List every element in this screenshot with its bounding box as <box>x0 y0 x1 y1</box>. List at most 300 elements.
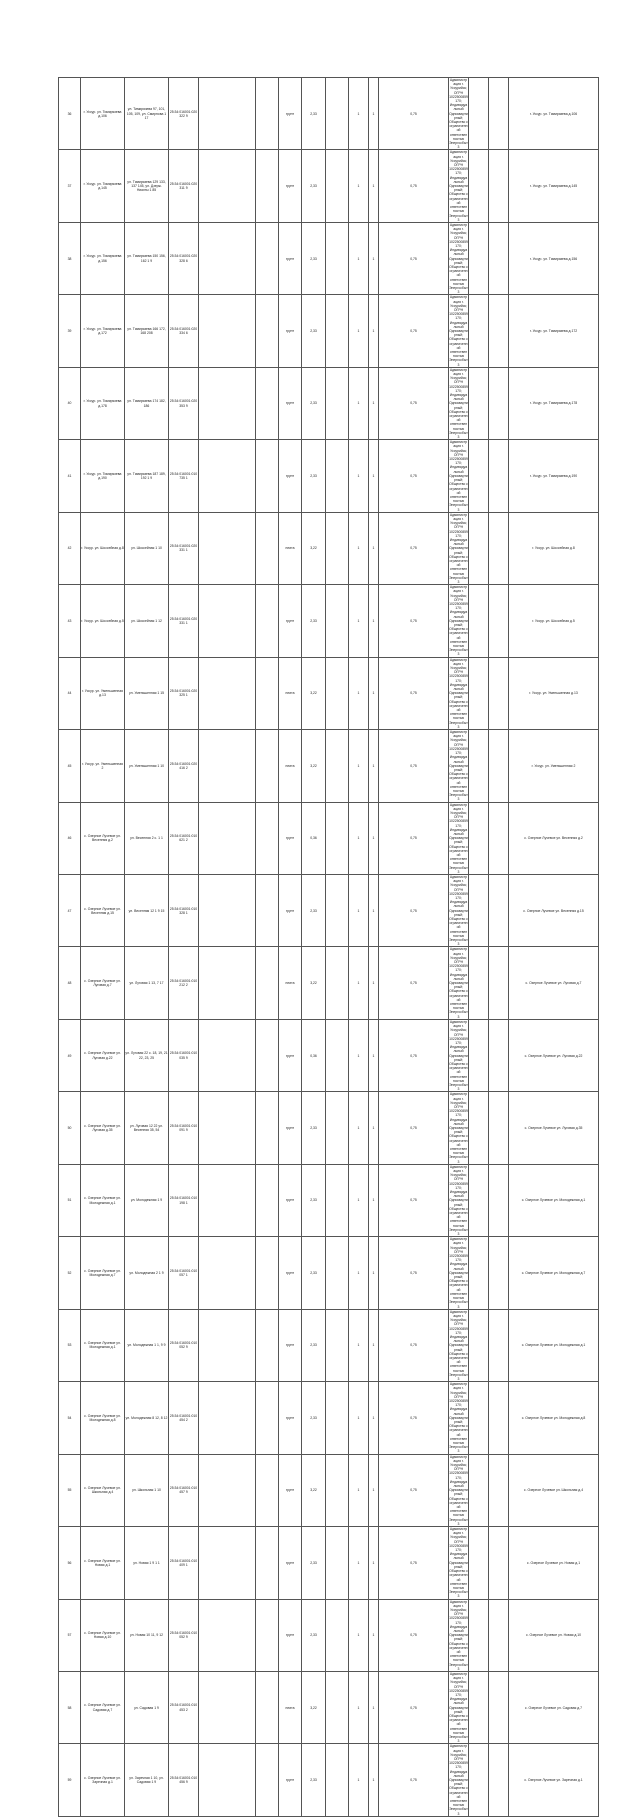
empty-cell <box>199 1237 256 1309</box>
registry-number-cell: 25:34:016001:020331 1 <box>169 512 199 584</box>
address-cell: с. Озерное Лучевое ул. Молодежная д.8 <box>81 1382 125 1454</box>
count-cell: 1 <box>369 1599 379 1671</box>
empty-cell <box>469 657 489 729</box>
empty-cell <box>489 78 509 150</box>
empty-cell <box>469 295 489 367</box>
empty-cell <box>489 1744 509 1816</box>
empty-cell <box>256 78 279 150</box>
empty-cell <box>469 1237 489 1309</box>
source-address-cell: г. Уссур. ул. Уменьшенная д.13 <box>509 657 599 729</box>
placement-cell: ул. Луговая 12 22 ул. Весенняя 35, 54 <box>125 1092 169 1164</box>
row-number-cell: 42 <box>59 512 81 584</box>
address-cell: с. Озерное Лучевое ул. Молодежная д.7 <box>81 1237 125 1309</box>
surface-type-cell: грунт <box>279 874 302 946</box>
area-cell: 3,22 <box>302 657 326 729</box>
registry-number-cell: 25:34:016001:010453 2 <box>169 1671 199 1743</box>
table-row <box>59 1164 599 1236</box>
empty-cell <box>469 1019 489 1091</box>
empty-cell <box>256 1164 279 1236</box>
empty-cell <box>489 657 509 729</box>
address-cell: с. Озерное Лучевое ул. Школьная д.4 <box>81 1454 125 1526</box>
owner-description-cell: Администрация г. Уссурийск; ОГРН 1022500859170; Индивидуальный Одноквартирный; Общество с ограниченной ответственностью Энергосбыт 3 <box>449 1744 468 1816</box>
address-cell: с. Озерное Лучевое ул. Молодежная д.1 <box>81 1309 125 1381</box>
row-number-cell: 58 <box>59 1671 81 1743</box>
volume-cell: 0,75 <box>379 1744 449 1816</box>
surface-type-cell: грунт <box>279 1599 302 1671</box>
placement-cell: ул. Заречная 1 10, ул. Садовая 1 9 <box>125 1744 169 1816</box>
registry-number-cell: 25:34:016001:010057 1 <box>169 1237 199 1309</box>
empty-cell <box>489 1671 509 1743</box>
registry-number-cell: 25:34:016001:010457 9 <box>169 1454 199 1526</box>
placement-cell: ул. Весенняя 2 с. 1 1 <box>125 802 169 874</box>
surface-type-cell: грунт <box>279 1092 302 1164</box>
volume-cell: 0,75 <box>379 440 449 512</box>
empty-cell <box>489 1527 509 1599</box>
source-address-cell: г. Уссур. ул. Тимирязева д.190 <box>509 440 599 512</box>
source-address-cell: с. Озерное Лучевое ул. Весенняя д.2 <box>509 802 599 874</box>
row-number-cell: 54 <box>59 1382 81 1454</box>
empty-cell <box>469 78 489 150</box>
volume-cell: 0,75 <box>379 802 449 874</box>
address-cell: с. Озерное Лучевое ул. Луговая д.35 <box>81 1092 125 1164</box>
area-cell: 3,22 <box>302 1454 326 1526</box>
volume-cell: 0,75 <box>379 730 449 802</box>
area-cell: 2,33 <box>302 1527 326 1599</box>
registry-number-cell: 25:34:016001:020331 1 <box>169 585 199 657</box>
surface-type-cell: грунт <box>279 585 302 657</box>
area-cell: 2,33 <box>302 1164 326 1236</box>
count-cell: 1 <box>349 947 369 1019</box>
row-number-cell: 39 <box>59 295 81 367</box>
empty-cell <box>489 1019 509 1091</box>
empty-cell <box>469 1744 489 1816</box>
owner-description-cell: Администрация г. Уссурийск; ОГРН 1022500859170; Индивидуальный Одноквартирный; Общество с ограниченной ответственностью Энергосбыт 3 <box>449 1092 468 1164</box>
empty-cell <box>326 1382 349 1454</box>
empty-cell <box>256 1744 279 1816</box>
row-number-cell: 55 <box>59 1454 81 1526</box>
empty-cell <box>326 730 349 802</box>
placement-cell: ул. Уменьшенная 1 15 <box>125 657 169 729</box>
source-address-cell: г. Уссур. ул. Тимирязева д.172 <box>509 295 599 367</box>
table-row <box>59 1744 599 1816</box>
empty-cell <box>489 1309 509 1381</box>
source-address-cell: с. Озерное Лучевое ул. Молодежная д.7 <box>509 1237 599 1309</box>
address-cell: с. Озерное Лучевое ул. Молодежная д.1 <box>81 1164 125 1236</box>
row-number-cell: 44 <box>59 657 81 729</box>
empty-cell <box>199 1019 256 1091</box>
placement-cell: ул. Молодежная 8 12, 8 12 <box>125 1382 169 1454</box>
empty-cell <box>469 1599 489 1671</box>
row-number-cell: 36 <box>59 78 81 150</box>
empty-cell <box>326 1237 349 1309</box>
empty-cell <box>199 78 256 150</box>
surface-type-cell: плита <box>279 1671 302 1743</box>
empty-cell <box>469 947 489 1019</box>
address-cell: г. Уссур. ул. Шоссейная д.5 <box>81 585 125 657</box>
row-number-cell: 49 <box>59 1019 81 1091</box>
volume-cell: 0,75 <box>379 78 449 150</box>
empty-cell <box>256 802 279 874</box>
volume-cell: 0,75 <box>379 1164 449 1236</box>
address-cell: г. Уссур. ул. Тимирязева д.172 <box>81 295 125 367</box>
area-cell: 2,33 <box>302 1599 326 1671</box>
volume-cell: 0,75 <box>379 947 449 1019</box>
address-cell: г. Уссур. ул. Тимирязева д.190 <box>81 440 125 512</box>
empty-cell <box>256 947 279 1019</box>
owner-description-cell: Администрация г. Уссурийск; ОГРН 1022500859170; Индивидуальный Одноквартирный; Общество с ограниченной ответственностью Энергосбыт 3 <box>449 1454 468 1526</box>
owner-description-cell: Администрация г. Уссурийск; ОГРН 1022500859170; Индивидуальный Одноквартирный; Общество с ограниченной ответственностью Энергосбыт 3 <box>449 1164 468 1237</box>
empty-cell <box>489 1237 509 1309</box>
empty-cell <box>326 1454 349 1526</box>
volume-cell: 0,75 <box>379 222 449 294</box>
volume-cell: 0,75 <box>379 512 449 584</box>
placement-cell: ул. Шоссейная 1 12 <box>125 585 169 657</box>
surface-type-cell: грунт <box>279 440 302 512</box>
empty-cell <box>256 1092 279 1164</box>
count-cell: 1 <box>349 1237 369 1309</box>
empty-cell <box>256 150 279 222</box>
placement-cell: ул. Уменьшенная 1 10 <box>125 730 169 802</box>
area-cell: 3,22 <box>302 512 326 584</box>
empty-cell <box>199 1527 256 1599</box>
source-address-cell: с. Озерное Лучевое ул. Молодежная д.1 <box>509 1164 599 1236</box>
surface-type-cell: плита <box>279 730 302 802</box>
volume-cell: 0,75 <box>379 1454 449 1526</box>
count-cell: 1 <box>369 150 379 222</box>
empty-cell <box>326 1671 349 1743</box>
source-address-cell: с. Озерное Лучевое ул. Весенняя д.15 <box>509 874 599 946</box>
source-address-cell: г. Уссур. ул. Шоссейная д.8 <box>509 512 599 584</box>
area-cell: 0,36 <box>302 1019 326 1091</box>
empty-cell <box>256 295 279 367</box>
surface-type-cell: грунт <box>279 802 302 874</box>
volume-cell: 0,75 <box>379 295 449 367</box>
placement-cell: ул. Молодежная 1 1, 9 9 <box>125 1309 169 1381</box>
count-cell: 1 <box>369 440 379 512</box>
empty-cell <box>489 512 509 584</box>
table-row <box>59 295 599 367</box>
table-row <box>59 367 599 439</box>
area-cell: 2,33 <box>302 585 326 657</box>
empty-cell <box>256 222 279 294</box>
empty-cell <box>326 802 349 874</box>
row-number-cell: 59 <box>59 1744 81 1816</box>
empty-cell <box>326 78 349 150</box>
empty-cell <box>199 1382 256 1454</box>
empty-cell <box>199 1599 256 1671</box>
empty-cell <box>469 440 489 512</box>
row-number-cell: 45 <box>59 730 81 802</box>
count-cell: 1 <box>349 150 369 222</box>
count-cell: 1 <box>349 1671 369 1743</box>
volume-cell: 0,75 <box>379 1092 449 1164</box>
empty-cell <box>469 367 489 439</box>
address-cell: г. Уссур. ул. Тимирязева д.145 <box>81 150 125 222</box>
count-cell: 1 <box>349 1744 369 1816</box>
area-cell: 2,33 <box>302 1744 326 1816</box>
registry-number-cell: 25:34:016001:010198 1 <box>169 1164 199 1236</box>
surface-type-cell: грунт <box>279 1309 302 1381</box>
count-cell: 1 <box>349 657 369 729</box>
address-cell: с. Озерное Лучевое ул. Садовая д.7 <box>81 1671 125 1743</box>
area-cell: 3,22 <box>302 730 326 802</box>
placement-cell: ул. Весенняя 12 1 9 15 <box>125 874 169 946</box>
surface-type-cell: плита <box>279 657 302 729</box>
source-address-cell: г. Уссур. ул. Уменьшенная 2 <box>509 730 599 802</box>
count-cell: 1 <box>349 1164 369 1236</box>
count-cell: 1 <box>349 440 369 512</box>
table-row <box>59 657 599 729</box>
surface-type-cell: грунт <box>279 367 302 439</box>
count-cell: 1 <box>349 585 369 657</box>
table-row <box>59 150 599 222</box>
table-row <box>59 1382 599 1454</box>
source-address-cell: с. Озерное Лучевое ул. Луговая д.22 <box>509 1019 599 1091</box>
count-cell: 1 <box>349 802 369 874</box>
source-address-cell: с. Озерное Лучевое ул. Заречная д.1 <box>509 1744 599 1816</box>
empty-cell <box>256 440 279 512</box>
empty-cell <box>469 874 489 946</box>
source-address-cell: с. Озерное Лучевое ул. Луговая д.7 <box>509 947 599 1019</box>
owner-description-cell: Администрация г. Уссурийск; ОГРН 1022500859170; Индивидуальный Одноквартирный; Общество с ограниченной ответственностью Энергосбыт 3 <box>449 150 468 222</box>
row-number-cell: 47 <box>59 874 81 946</box>
empty-cell <box>489 1092 509 1164</box>
empty-cell <box>326 1309 349 1381</box>
volume-cell: 0,75 <box>379 150 449 222</box>
empty-cell <box>199 1671 256 1743</box>
count-cell: 1 <box>369 1744 379 1816</box>
registry-number-cell: 25:34:016001:020353 9 <box>169 367 199 439</box>
address-cell: с. Озерное Лучевое ул. Новая д.10 <box>81 1599 125 1671</box>
count-cell: 1 <box>349 1454 369 1526</box>
register-table <box>58 77 599 1817</box>
table-row <box>59 1309 599 1381</box>
empty-cell <box>256 1237 279 1309</box>
count-cell: 1 <box>369 295 379 367</box>
empty-cell <box>489 1599 509 1671</box>
registry-number-cell: 25:34:016001:010328 1 <box>169 874 199 946</box>
count-cell: 1 <box>369 1671 379 1743</box>
row-number-cell: 37 <box>59 150 81 222</box>
empty-cell <box>199 947 256 1019</box>
empty-cell <box>489 1382 509 1454</box>
empty-cell <box>469 730 489 802</box>
volume-cell: 0,75 <box>379 1527 449 1599</box>
empty-cell <box>199 874 256 946</box>
count-cell: 1 <box>369 1527 379 1599</box>
count-cell: 1 <box>349 730 369 802</box>
source-address-cell: г. Уссур. ул. Тимирязева д.156 <box>509 222 599 294</box>
empty-cell <box>326 1164 349 1236</box>
empty-cell <box>326 1744 349 1816</box>
area-cell: 2,33 <box>302 295 326 367</box>
empty-cell <box>256 512 279 584</box>
empty-cell <box>469 585 489 657</box>
surface-type-cell: грунт <box>279 78 302 150</box>
empty-cell <box>326 1092 349 1164</box>
row-number-cell: 40 <box>59 367 81 439</box>
source-address-cell: с. Озерное Лучевое ул. Школьная д.4 <box>509 1454 599 1526</box>
empty-cell <box>326 947 349 1019</box>
placement-cell: ул. Тимирязева 97, 101, 105, 109, ул. Смирнова 1 17 <box>125 78 169 150</box>
address-cell: г. Уссур. ул. Уменьшенная 2 <box>81 730 125 802</box>
address-cell: г. Уссур. ул. Тимирязева д.106 <box>81 78 125 150</box>
volume-cell: 0,75 <box>379 1019 449 1091</box>
count-cell: 1 <box>369 1454 379 1526</box>
empty-cell <box>469 1164 489 1236</box>
area-cell: 2,33 <box>302 222 326 294</box>
registry-number-cell: 25:34:016001:010621 2 <box>169 802 199 874</box>
placement-cell: ул. Молодежная 2 1 9 <box>125 1237 169 1309</box>
table-row <box>59 802 599 874</box>
source-address-cell: с. Озерное Лучевое ул. Новая д.1 <box>509 1527 599 1599</box>
surface-type-cell: грунт <box>279 222 302 294</box>
row-number-cell: 56 <box>59 1527 81 1599</box>
area-cell: 2,33 <box>302 150 326 222</box>
empty-cell <box>256 1019 279 1091</box>
area-cell: 0,36 <box>302 802 326 874</box>
area-cell: 2,33 <box>302 1237 326 1309</box>
surface-type-cell: грунт <box>279 1237 302 1309</box>
empty-cell <box>199 222 256 294</box>
empty-cell <box>326 657 349 729</box>
row-number-cell: 53 <box>59 1309 81 1381</box>
volume-cell: 0,75 <box>379 657 449 729</box>
row-number-cell: 50 <box>59 1092 81 1164</box>
volume-cell: 0,75 <box>379 1382 449 1454</box>
area-cell: 2,33 <box>302 78 326 150</box>
placement-cell: ул. Новая 10 11, 9 12 <box>125 1599 169 1671</box>
empty-cell <box>489 295 509 367</box>
count-cell: 1 <box>349 1309 369 1381</box>
area-cell: 2,33 <box>302 874 326 946</box>
table-row <box>59 1671 599 1743</box>
count-cell: 1 <box>349 1382 369 1454</box>
owner-description-cell: Администрация г. Уссурийск; ОГРН 1022500859170; Индивидуальный Одноквартирный; Общество с ограниченной ответственностью Энергосбыт 3 <box>449 730 468 802</box>
empty-cell <box>469 1382 489 1454</box>
owner-description-cell: Администрация г. Уссурийск; ОГРН 1022500859170; Индивидуальный Одноквартирный; Общество с ограниченной ответственностью Энергосбыт 3 <box>449 1309 468 1381</box>
placement-cell: ул. Тимирязева 150 156, 162 1 9 <box>125 222 169 294</box>
registry-number-cell: 25:34:016001:020325 1 <box>169 657 199 729</box>
surface-type-cell: грунт <box>279 1019 302 1091</box>
area-cell: 3,22 <box>302 947 326 1019</box>
address-cell: с. Озерное Лучевое ул. Заречная д.1 <box>81 1744 125 1816</box>
empty-cell <box>199 367 256 439</box>
address-cell: с. Озерное Лучевое ул. Весенняя д.2 <box>81 802 125 874</box>
empty-cell <box>256 657 279 729</box>
row-number-cell: 52 <box>59 1237 81 1309</box>
row-number-cell: 51 <box>59 1164 81 1236</box>
empty-cell <box>469 802 489 874</box>
surface-type-cell: грунт <box>279 1164 302 1236</box>
registry-number-cell: 25:34:016001:010454 2 <box>169 1382 199 1454</box>
empty-cell <box>256 367 279 439</box>
count-cell: 1 <box>349 874 369 946</box>
surface-type-cell: грунт <box>279 1382 302 1454</box>
count-cell: 1 <box>369 1309 379 1381</box>
empty-cell <box>256 730 279 802</box>
source-address-cell: с. Озерное Лучевое ул. Молодежная д.1 <box>509 1309 599 1381</box>
count-cell: 1 <box>369 730 379 802</box>
empty-cell <box>469 1671 489 1743</box>
surface-type-cell: грунт <box>279 1527 302 1599</box>
empty-cell <box>256 1382 279 1454</box>
placement-cell: ул. Тимирязева 174 182, 186 <box>125 367 169 439</box>
source-address-cell: г. Уссур. ул. Шоссейная д.5 <box>509 585 599 657</box>
row-number-cell: 43 <box>59 585 81 657</box>
count-cell: 1 <box>349 1019 369 1091</box>
area-cell: 2,33 <box>302 1309 326 1381</box>
surface-type-cell: грунт <box>279 295 302 367</box>
table-row <box>59 1092 599 1164</box>
table-row <box>59 947 599 1019</box>
empty-cell <box>199 802 256 874</box>
address-cell: г. Уссур. ул. Шоссейная д.8 <box>81 512 125 584</box>
owner-description-cell: Администрация г. Уссурийск; ОГРН 1022500859170; Индивидуальный Одноквартирный; Общество с ограниченной ответственностью Энергосбыт 3 <box>449 222 468 295</box>
empty-cell <box>469 150 489 222</box>
address-cell: г. Уссур. ул. Тимирязева д.156 <box>81 222 125 294</box>
count-cell: 1 <box>369 222 379 294</box>
volume-cell: 0,75 <box>379 1237 449 1309</box>
empty-cell <box>326 1527 349 1599</box>
table-row <box>59 1237 599 1309</box>
registry-number-cell: 25:34:016001:010456 9 <box>169 1744 199 1816</box>
empty-cell <box>489 150 509 222</box>
address-cell: г. Уссур. ул. Тимирязева д.178 <box>81 367 125 439</box>
address-cell: с. Озерное Лучевое ул. Луговая д.7 <box>81 947 125 1019</box>
empty-cell <box>489 1164 509 1236</box>
empty-cell <box>469 1092 489 1164</box>
empty-cell <box>489 947 509 1019</box>
area-cell: 2,33 <box>302 1382 326 1454</box>
table-row <box>59 585 599 657</box>
source-address-cell: с. Озерное Лучевое ул. Луговая д.35 <box>509 1092 599 1164</box>
empty-cell <box>256 1599 279 1671</box>
placement-cell: ул. Тимирязева 187 189, 192 1 9 <box>125 440 169 512</box>
count-cell: 1 <box>369 874 379 946</box>
owner-description-cell: Администрация г. Уссурийск; ОГРН 1022500859170; Индивидуальный Одноквартирный; Общество с ограниченной ответственностью Энергосбыт 3 <box>449 947 468 1019</box>
volume-cell: 0,75 <box>379 585 449 657</box>
owner-description-cell: Администрация г. Уссурийск; ОГРН 1022500859170; Индивидуальный Одноквартирный; Общество с ограниченной ответственностью Энергосбыт 3 <box>449 1019 468 1092</box>
placement-cell: ул. Луговая 1 13, 7 17 <box>125 947 169 1019</box>
count-cell: 1 <box>349 1599 369 1671</box>
volume-cell: 0,75 <box>379 1599 449 1671</box>
empty-cell <box>199 150 256 222</box>
count-cell: 1 <box>369 1019 379 1091</box>
empty-cell <box>199 585 256 657</box>
empty-cell <box>326 440 349 512</box>
count-cell: 1 <box>349 367 369 439</box>
count-cell: 1 <box>369 1164 379 1236</box>
table-row <box>59 78 599 150</box>
source-address-cell: г. Уссур. ул. Тимирязева д.106 <box>509 78 599 150</box>
row-number-cell: 38 <box>59 222 81 294</box>
empty-cell <box>199 1454 256 1526</box>
address-cell: г. Уссур. ул. Уменьшенная д.13 <box>81 657 125 729</box>
registry-number-cell: 25:34:016001:010212 2 <box>169 947 199 1019</box>
volume-cell: 0,75 <box>379 367 449 439</box>
count-cell: 1 <box>369 947 379 1019</box>
empty-cell <box>256 1309 279 1381</box>
count-cell: 1 <box>369 78 379 150</box>
registry-number-cell: 25:34:016001:010409 1 <box>169 1527 199 1599</box>
owner-description-cell: Администрация г. Уссурийск; ОГРН 1022500859170; Индивидуальный Одноквартирный; Общество с ограниченной ответственностью Энергосбыт 3 <box>449 1237 468 1309</box>
registry-number-cell: 25:34:016001:010052 9 <box>169 1599 199 1671</box>
empty-cell <box>489 874 509 946</box>
empty-cell <box>469 222 489 294</box>
registry-number-cell: 25:34:016001:020416 2 <box>169 730 199 802</box>
owner-description-cell: Администрация г. Уссурийск; ОГРН 1022500859170; Индивидуальный Одноквартирный; Общество с ограниченной ответственностью Энергосбыт 3 <box>449 512 468 584</box>
